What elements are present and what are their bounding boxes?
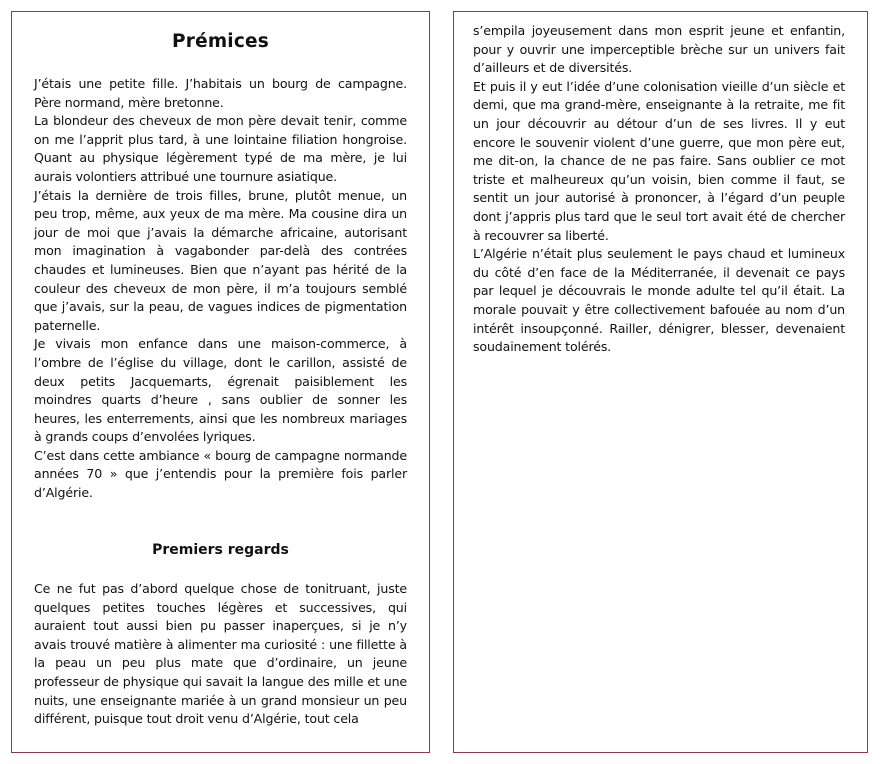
paragraph: Et puis il y eut l’idée d’une colonisation vieille d’un siècle et demi, que ma grand-mère, enseignante à la retraite, me fit un jour découvrir au détour d’un de ses livres. Il y eut encore le souvenir violent d’une guerre, que mon père eut, me dit-on, la chance de ne pas faire. Sans oublier ce mot triste et malheureux qu’un voisin, bien comme il faut, se sentit un jour autorisé à prononcer, à l’égard d’un peuple dont j’appris plus tard que le seul tort avait été de chercher à recouvrer sa liberté.: [473, 78, 845, 243]
paragraph: J’étais une petite fille. J’habitais un bourg de campagne. Père normand, mère bretonne.: [34, 76, 407, 110]
paragraph: C’est dans cette ambiance « bourg de campagne normande années 70 » que j’entendis pour la première fois parler d’Algérie.: [34, 447, 407, 501]
section-title: Premiers regards: [152, 542, 289, 558]
continued-body: [473, 22, 845, 357]
paragraph: J’étais la dernière de trois filles, brune, plutôt menue, un peu trop, même, aux yeux de ma mère. Ma cousine dira un jour de moi que j’avais la démarche africaine, autorisant mon imagination à vagabonder par-delà des contrées chaudes et lumineuses. Bien que n’ayant pas hérité de la couleur des cheveux de mon père, il m’a toujours semblé que j’avais, sur la peau, de vagues indices de pigmentation paternelle.: [34, 187, 407, 333]
paragraph: L’Algérie n’était plus seulement le pays chaud et lumineux du côté d’en face de la Méditerranée, il devenait ce pays par lequel je découvrais le monde adulte tel qu’il était. La morale pouvait y être collectivement bafouée au nom d’un intérêt insoupçonné. Railler, dénigrer, blesser, devenaient soudainement tolérés.: [473, 246, 845, 355]
chapter-title: Prémices: [172, 31, 269, 52]
chapter-body: [34, 75, 407, 503]
paragraph: Ce ne fut pas d’abord quelque chose de tonitruant, juste quelques petites touches légères et successives, qui auraient tout aussi bien pu passer inaperçues, si je n’y avais trouvé matière à alimenter ma curiosité : une fillette à la peau un peu plus mate que d’ordinaire, un jeune professeur de physique qui savait la langue des mille et une nuits, une enseignante mariée à un grand monsieur un peu différent, puisque tout droit venu d’Algérie, tout cela: [34, 581, 407, 727]
left-page: [11, 11, 430, 753]
paragraph: Je vivais mon enfance dans une maison-commerce, à l’ombre de l’église du village, dont le carillon, assisté de deux petits Jacquemarts, égrenait paisiblement les moindres quarts d’heure , sans oublier de sonner les heures, les enterrements, ainsi que les nombreux mariages à grands coups d’envolées lyriques.: [34, 336, 407, 445]
right-page: [453, 11, 868, 753]
section-body: [34, 580, 407, 729]
paragraph: La blondeur des cheveux de mon père devait tenir, comme on me l’apprit plus tard, à une lointaine filiation hongroise. Quant au physique légèrement typé de ma mère, je lui aurais volontiers attribué une tournure asiatique.: [34, 113, 407, 184]
paragraph: s’empila joyeusement dans mon esprit jeune et enfantin, pour y ouvrir une imperceptible brèche sur un univers fait d’ailleurs et de diversités.: [473, 23, 845, 76]
